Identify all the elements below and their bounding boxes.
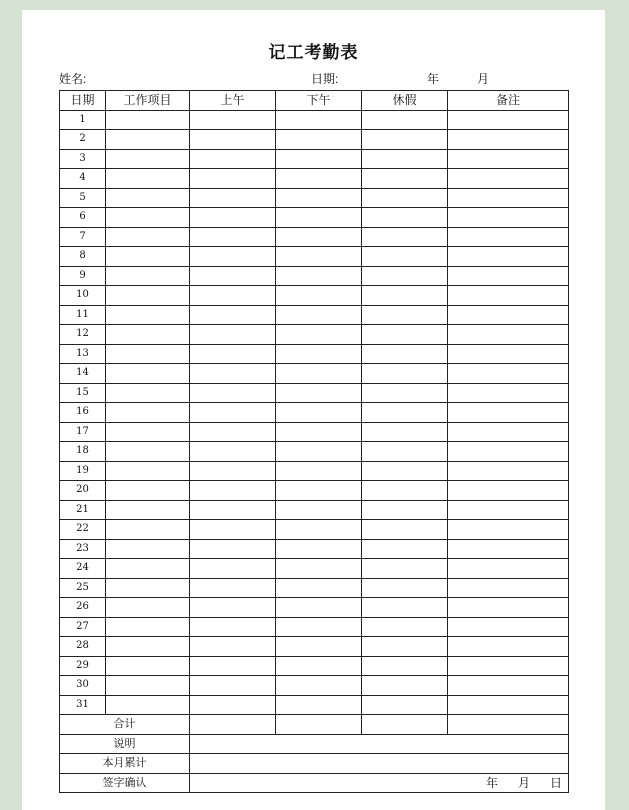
day-number: 25: [60, 578, 106, 598]
cell[interactable]: [190, 578, 276, 598]
cell[interactable]: [448, 130, 569, 150]
cell[interactable]: [362, 247, 448, 267]
cell[interactable]: [362, 617, 448, 637]
cell[interactable]: [448, 617, 569, 637]
cell[interactable]: [190, 364, 276, 384]
day-number: 10: [60, 286, 106, 306]
signature-cell[interactable]: [190, 773, 569, 793]
table-row: [60, 325, 569, 345]
day-number: 31: [60, 695, 106, 715]
cell[interactable]: [106, 364, 190, 384]
cell[interactable]: [190, 227, 276, 247]
table-row: [60, 461, 569, 481]
cell[interactable]: [448, 656, 569, 676]
cell[interactable]: [190, 656, 276, 676]
cell[interactable]: [448, 403, 569, 423]
table-row: [60, 539, 569, 559]
cell[interactable]: [190, 539, 276, 559]
day-number: 4: [60, 169, 106, 189]
day-number: 28: [60, 637, 106, 657]
cell[interactable]: [276, 598, 362, 618]
day-number: 24: [60, 559, 106, 579]
table-header-row: [60, 91, 569, 111]
cell[interactable]: [448, 676, 569, 696]
table-row: [60, 383, 569, 403]
cell[interactable]: [106, 227, 190, 247]
cell[interactable]: [448, 539, 569, 559]
cell[interactable]: [190, 559, 276, 579]
cell[interactable]: [362, 539, 448, 559]
cell[interactable]: [276, 559, 362, 579]
signature-year-label: 年: [485, 775, 498, 790]
table-row: [60, 637, 569, 657]
cell[interactable]: [362, 695, 448, 715]
cell[interactable]: [362, 403, 448, 423]
column-header-remarks: 备注: [448, 91, 569, 111]
day-number: 5: [60, 188, 106, 208]
cell[interactable]: [448, 247, 569, 267]
cell[interactable]: [362, 149, 448, 169]
table-row: [60, 305, 569, 325]
cell[interactable]: [448, 637, 569, 657]
table-row: [60, 110, 569, 130]
cell[interactable]: [190, 325, 276, 345]
cell[interactable]: [106, 208, 190, 228]
cell[interactable]: [448, 364, 569, 384]
day-number: 9: [60, 266, 106, 286]
cell[interactable]: [276, 695, 362, 715]
cell[interactable]: [106, 149, 190, 169]
cell[interactable]: [106, 325, 190, 345]
signature-month-label: 月: [517, 775, 530, 790]
cell[interactable]: [362, 520, 448, 540]
cell[interactable]: [276, 676, 362, 696]
cell[interactable]: [106, 481, 190, 501]
cell[interactable]: [448, 578, 569, 598]
notes-label: 说明: [60, 734, 190, 754]
day-number: 16: [60, 403, 106, 423]
cell[interactable]: [448, 344, 569, 364]
cell[interactable]: [448, 559, 569, 579]
cell[interactable]: [190, 676, 276, 696]
table-row: [60, 695, 569, 715]
cell[interactable]: [106, 617, 190, 637]
total-label: 合计: [60, 715, 190, 735]
cell[interactable]: [448, 149, 569, 169]
cell[interactable]: [106, 247, 190, 267]
table-row: [60, 227, 569, 247]
cell[interactable]: [190, 481, 276, 501]
table-row: [60, 676, 569, 696]
day-number: 30: [60, 676, 106, 696]
day-number: 22: [60, 520, 106, 540]
cell[interactable]: [190, 617, 276, 637]
table-row: [60, 442, 569, 462]
cell[interactable]: [448, 188, 569, 208]
cell[interactable]: [362, 461, 448, 481]
column-header-date: 日期: [60, 91, 106, 111]
cell[interactable]: [190, 403, 276, 423]
table-row: [60, 208, 569, 228]
cell[interactable]: [106, 598, 190, 618]
cell[interactable]: [362, 169, 448, 189]
table-row: [60, 598, 569, 618]
month-label: 月: [477, 72, 490, 86]
monthly-cumulative-cell[interactable]: [190, 754, 569, 774]
cell[interactable]: [106, 110, 190, 130]
cell[interactable]: [190, 266, 276, 286]
table-row: [60, 481, 569, 501]
table-row: [60, 130, 569, 150]
cell[interactable]: [362, 442, 448, 462]
cell[interactable]: [362, 715, 448, 735]
cell[interactable]: [448, 110, 569, 130]
cell[interactable]: [276, 149, 362, 169]
year-label: 年: [427, 72, 440, 86]
cell[interactable]: [362, 578, 448, 598]
column-header-morning: 上午: [190, 91, 276, 111]
cell[interactable]: [190, 110, 276, 130]
cell[interactable]: [276, 617, 362, 637]
cell[interactable]: [276, 637, 362, 657]
cell[interactable]: [276, 461, 362, 481]
cell[interactable]: [276, 130, 362, 150]
cell[interactable]: [362, 422, 448, 442]
cell[interactable]: [448, 520, 569, 540]
day-number: 21: [60, 500, 106, 520]
cell[interactable]: [190, 695, 276, 715]
cell[interactable]: [106, 656, 190, 676]
table-row: [60, 364, 569, 384]
monthly-cumulative-row: [60, 754, 569, 774]
day-number: 27: [60, 617, 106, 637]
cell[interactable]: [106, 500, 190, 520]
cell[interactable]: [190, 130, 276, 150]
day-number: 8: [60, 247, 106, 267]
cell[interactable]: [106, 403, 190, 423]
day-number: 29: [60, 656, 106, 676]
cell[interactable]: [362, 325, 448, 345]
cell[interactable]: [362, 598, 448, 618]
cell[interactable]: [106, 169, 190, 189]
day-number: 6: [60, 208, 106, 228]
table-row: [60, 188, 569, 208]
cell[interactable]: [276, 247, 362, 267]
cell[interactable]: [276, 110, 362, 130]
cell[interactable]: [448, 598, 569, 618]
cell[interactable]: [276, 344, 362, 364]
day-number: 19: [60, 461, 106, 481]
cell[interactable]: [276, 520, 362, 540]
cell[interactable]: [448, 500, 569, 520]
cell[interactable]: [362, 110, 448, 130]
cell[interactable]: [362, 266, 448, 286]
day-rows: [60, 110, 569, 715]
signature-label: 签字确认: [60, 773, 190, 793]
cell[interactable]: [448, 422, 569, 442]
day-number: 2: [60, 130, 106, 150]
cell[interactable]: [362, 481, 448, 501]
attendance-sheet: [22, 10, 605, 810]
cell[interactable]: [362, 130, 448, 150]
cell[interactable]: [448, 305, 569, 325]
table-row: [60, 656, 569, 676]
notes-cell[interactable]: [190, 734, 569, 754]
cell[interactable]: [276, 500, 362, 520]
cell[interactable]: [448, 442, 569, 462]
day-number: 11: [60, 305, 106, 325]
table-row: [60, 520, 569, 540]
cell[interactable]: [448, 208, 569, 228]
table-row: [60, 617, 569, 637]
cell[interactable]: [106, 305, 190, 325]
cell[interactable]: [362, 656, 448, 676]
name-label: 姓名:: [59, 72, 87, 86]
cell[interactable]: [276, 539, 362, 559]
cell[interactable]: [276, 403, 362, 423]
cell[interactable]: [276, 442, 362, 462]
table-row: [60, 149, 569, 169]
cell[interactable]: [276, 266, 362, 286]
cell[interactable]: [448, 266, 569, 286]
cell[interactable]: [106, 461, 190, 481]
cell[interactable]: [276, 422, 362, 442]
column-header-work-item: 工作项目: [106, 91, 190, 111]
table-row: [60, 403, 569, 423]
cell[interactable]: [276, 169, 362, 189]
cell[interactable]: [276, 325, 362, 345]
cell[interactable]: [362, 637, 448, 657]
signature-date: [190, 776, 568, 790]
cell[interactable]: [448, 169, 569, 189]
day-number: 14: [60, 364, 106, 384]
cell[interactable]: [362, 364, 448, 384]
day-number: 15: [60, 383, 106, 403]
table-row: [60, 422, 569, 442]
sheet-title: 记工考勤表: [268, 43, 359, 63]
cell[interactable]: [276, 656, 362, 676]
cell[interactable]: [276, 578, 362, 598]
cell[interactable]: [362, 676, 448, 696]
cell[interactable]: [106, 266, 190, 286]
cell[interactable]: [106, 286, 190, 306]
cell[interactable]: [190, 422, 276, 442]
cell[interactable]: [106, 520, 190, 540]
table-row: [60, 266, 569, 286]
cell[interactable]: [448, 325, 569, 345]
cell[interactable]: [106, 676, 190, 696]
cell[interactable]: [106, 422, 190, 442]
cell[interactable]: [190, 500, 276, 520]
cell[interactable]: [362, 383, 448, 403]
cell[interactable]: [190, 149, 276, 169]
cell[interactable]: [276, 481, 362, 501]
cell[interactable]: [362, 208, 448, 228]
cell[interactable]: [276, 383, 362, 403]
cell[interactable]: [190, 520, 276, 540]
cell[interactable]: [276, 305, 362, 325]
cell[interactable]: [190, 637, 276, 657]
day-number: 20: [60, 481, 106, 501]
cell[interactable]: [362, 559, 448, 579]
cell[interactable]: [106, 188, 190, 208]
cell[interactable]: [190, 461, 276, 481]
column-header-leave: 休假: [362, 91, 448, 111]
cell[interactable]: [276, 364, 362, 384]
table-row: [60, 559, 569, 579]
day-number: 23: [60, 539, 106, 559]
table-row: [60, 247, 569, 267]
day-number: 3: [60, 149, 106, 169]
cell[interactable]: [362, 344, 448, 364]
table-row: [60, 500, 569, 520]
cell[interactable]: [190, 305, 276, 325]
signature-row: [60, 773, 569, 793]
total-row: [60, 715, 569, 735]
table-row: [60, 169, 569, 189]
cell[interactable]: [362, 188, 448, 208]
table-row: [60, 578, 569, 598]
day-number: 26: [60, 598, 106, 618]
cell[interactable]: [190, 598, 276, 618]
cell[interactable]: [190, 247, 276, 267]
attendance-table: [59, 90, 569, 793]
cell[interactable]: [106, 539, 190, 559]
cell[interactable]: [106, 578, 190, 598]
cell[interactable]: [448, 695, 569, 715]
cell[interactable]: [190, 188, 276, 208]
cell[interactable]: [190, 344, 276, 364]
day-number: 1: [60, 110, 106, 130]
cell[interactable]: [276, 188, 362, 208]
cell[interactable]: [190, 715, 276, 735]
cell[interactable]: [106, 637, 190, 657]
cell[interactable]: [190, 286, 276, 306]
cell[interactable]: [276, 227, 362, 247]
cell[interactable]: [106, 695, 190, 715]
cell[interactable]: [448, 715, 569, 735]
signature-day-label: 日: [549, 775, 562, 790]
day-number: 12: [60, 325, 106, 345]
cell[interactable]: [106, 344, 190, 364]
cell[interactable]: [448, 227, 569, 247]
day-number: 17: [60, 422, 106, 442]
day-number: 18: [60, 442, 106, 462]
cell[interactable]: [106, 130, 190, 150]
cell[interactable]: [106, 383, 190, 403]
cell[interactable]: [276, 715, 362, 735]
table-row: [60, 286, 569, 306]
cell[interactable]: [190, 208, 276, 228]
cell[interactable]: [362, 305, 448, 325]
cell[interactable]: [276, 208, 362, 228]
cell[interactable]: [362, 500, 448, 520]
cell[interactable]: [362, 227, 448, 247]
cell[interactable]: [448, 461, 569, 481]
cell[interactable]: [448, 286, 569, 306]
cell[interactable]: [190, 169, 276, 189]
date-label: 日期:: [311, 72, 339, 86]
cell[interactable]: [448, 481, 569, 501]
cell[interactable]: [190, 383, 276, 403]
monthly-cumulative-label: 本月累计: [60, 754, 190, 774]
cell[interactable]: [106, 559, 190, 579]
cell[interactable]: [190, 442, 276, 462]
cell[interactable]: [106, 442, 190, 462]
column-header-afternoon: 下午: [276, 91, 362, 111]
cell[interactable]: [362, 286, 448, 306]
notes-row: [60, 734, 569, 754]
table-row: [60, 344, 569, 364]
cell[interactable]: [276, 286, 362, 306]
day-number: 13: [60, 344, 106, 364]
cell[interactable]: [448, 383, 569, 403]
day-number: 7: [60, 227, 106, 247]
